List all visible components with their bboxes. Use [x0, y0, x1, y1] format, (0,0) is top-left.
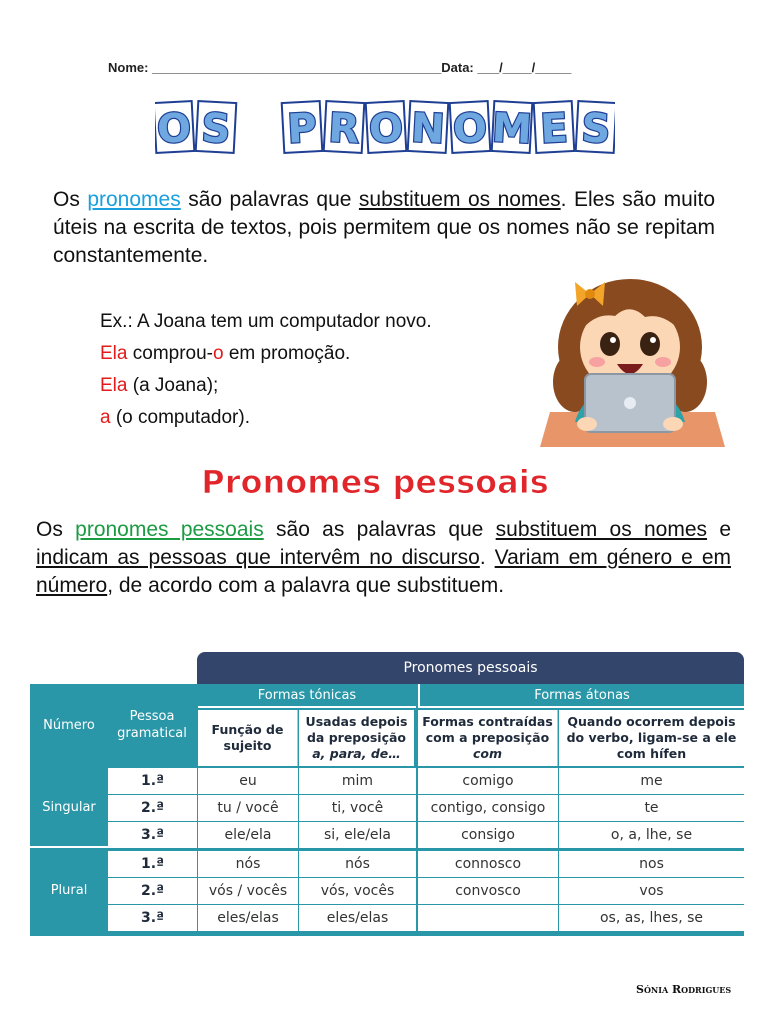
title-letter-block — [576, 101, 615, 153]
header-formas-tonicas: Formas tónicas — [198, 684, 416, 708]
header-formas-atonas: Formas átonas — [418, 684, 744, 708]
underline-substituem: substituem os nomes — [358, 188, 561, 211]
examples-block — [100, 306, 432, 434]
table-person-cell: 2.ª — [108, 878, 197, 904]
table-cell: os, as, lhes, se — [559, 905, 744, 931]
page-title — [155, 96, 615, 158]
title-letter-block — [366, 101, 407, 153]
table-person-cell: 1.ª — [108, 851, 197, 877]
table-cell: me — [559, 768, 744, 794]
svg-text:O: O — [367, 105, 405, 153]
highlight-pronomes-pessoais: pronomes pessoais — [75, 518, 264, 541]
header-contraidas: Formas contraídas com a preposição com — [418, 710, 558, 766]
table-cell: consigo — [418, 822, 558, 848]
table-cell: comigo — [418, 768, 558, 794]
table-cell: si, ele/ela — [299, 822, 416, 848]
table-person-cell: 1.ª — [108, 768, 197, 794]
title-letter-block — [282, 101, 323, 153]
header-preposicao: Usadas depois da preposição a, para, de… — [299, 710, 416, 766]
table-cell: ti, você — [299, 795, 416, 821]
svg-text:M: M — [490, 104, 533, 154]
example-line-2: Ela comprou-o em promoção. — [100, 343, 351, 364]
pronomes-pessoais-paragraph: Os pronomes pessoais são as palavras que substituem os nomes e indicam as pessoas que intervêm no discurso. Variam em género e em número, de acordo com a palavra que substituem. — [36, 518, 732, 597]
svg-text:P: P — [286, 105, 318, 153]
table-cell — [418, 905, 558, 931]
example-line-1: Ex.: A Joana tem um computador novo. — [100, 311, 432, 332]
svg-text:S: S — [200, 105, 232, 153]
svg-text:N: N — [409, 105, 446, 153]
header-numero: Número — [43, 717, 95, 733]
title-letter-block — [408, 101, 449, 153]
table-cell: eu — [198, 768, 298, 794]
highlight-pronomes: pronomes — [87, 188, 181, 211]
table-cell: tu / você — [198, 795, 298, 821]
svg-text:E: E — [539, 105, 569, 153]
girl-laptop-illustration — [535, 272, 730, 452]
name-date-line: Nome: ________________________________________Data: ___/____/_____ — [108, 60, 572, 75]
table-cell: vós, vocês — [299, 878, 416, 904]
table-cell: nós — [299, 851, 416, 877]
svg-text:Pronomes pessoais: Pronomes pessoais — [201, 463, 549, 501]
example-line-3: Ela (a Joana); — [100, 375, 219, 396]
title-letter-block — [450, 101, 491, 153]
table-cell: te — [559, 795, 744, 821]
header-pessoa: Pessoa gramatical — [117, 709, 187, 741]
group-singular: Singular — [30, 768, 108, 848]
table-cell: o, a, lhe, se — [559, 822, 744, 848]
table-person-cell: 2.ª — [108, 795, 197, 821]
title-letter-block — [155, 101, 194, 153]
table-cell: contigo, consigo — [418, 795, 558, 821]
table-cell: connosco — [418, 851, 558, 877]
svg-text:O: O — [155, 105, 193, 153]
table-cell: convosco — [418, 878, 558, 904]
table-cell: ele/ela — [198, 822, 298, 848]
table-cell: nos — [559, 851, 744, 877]
group-plural: Plural — [50, 882, 88, 898]
table-cell: eles/elas — [299, 905, 416, 931]
table-cell: mim — [299, 768, 416, 794]
table-title: Pronomes pessoais — [197, 652, 744, 684]
svg-text:O: O — [451, 105, 489, 153]
title-letter-block — [491, 101, 533, 153]
header-hifen: Quando ocorrem depois do verbo, ligam-se a ele com hífen — [559, 710, 744, 766]
title-letter-block — [196, 101, 237, 153]
table-cell: vós / vocês — [198, 878, 298, 904]
table-person-cell: 3.ª — [108, 822, 197, 848]
author-signature: Sónia Rodrigues — [636, 983, 732, 996]
table-cell: nós — [198, 851, 298, 877]
title-letter-block — [534, 101, 575, 153]
intro-paragraph: Os pronomes são palavras que substituem os nomes. Eles são muito úteis na escrita de textos, pois permitem que os nomes não se repitam constantemente. — [53, 188, 716, 267]
table-cell: vos — [559, 878, 744, 904]
header-funcao-sujeito: Função de sujeito — [198, 710, 298, 766]
example-line-4: a (o computador). — [100, 407, 250, 428]
table-person-cell: 3.ª — [108, 905, 197, 931]
svg-text:R: R — [327, 105, 361, 153]
title-letter-block — [324, 101, 365, 153]
pronouns-table — [22, 652, 746, 940]
section-subtitle — [200, 457, 550, 503]
table-cell: eles/elas — [198, 905, 298, 931]
svg-text:S: S — [580, 105, 612, 153]
